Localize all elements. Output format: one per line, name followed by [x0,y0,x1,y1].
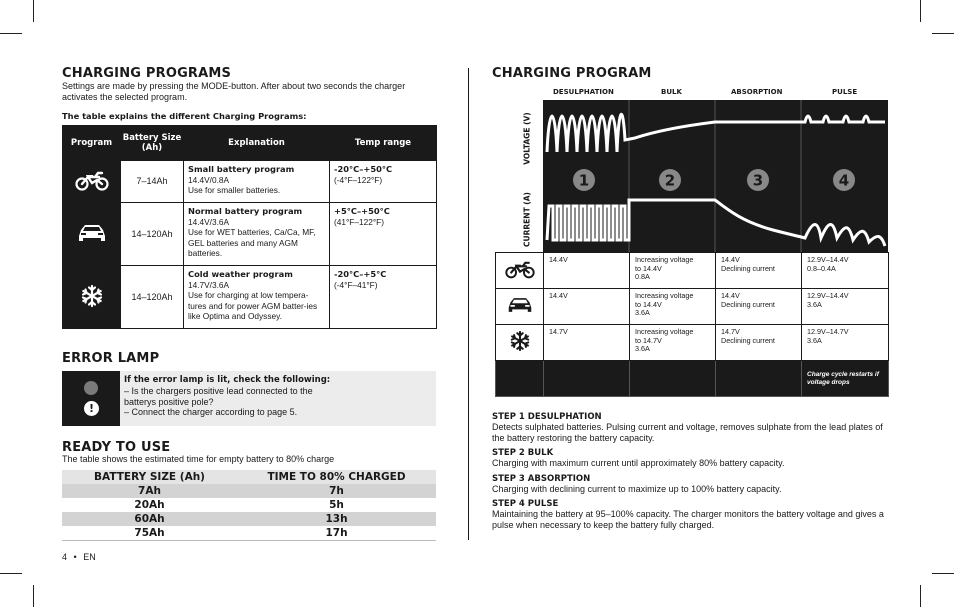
step-text: Detects sulphated batteries. Pulsing current and voltage, removes sulphate from the lead plates of the battery restoring the battery capacity. [492,422,883,443]
charging-curve-diagram [543,100,888,253]
step-number: 3 [752,171,764,190]
bulk-value [630,289,716,325]
battery-size: 60Ah [62,512,237,526]
value-line: 3.6A [635,344,650,354]
col-header: Program [63,126,121,161]
program-name: Normal battery program [188,206,303,216]
desulphation-value: 14.4V [544,253,630,289]
explanation-cell [184,266,330,329]
charging-programs-table [62,125,437,329]
program-voltage: 14.4V/0.8A [188,174,230,185]
language-code: EN [83,552,96,562]
value-line: to 14.4V [635,263,662,273]
temp-cell [330,266,437,329]
absorption-value [716,253,802,289]
error-lamp-line1: – Is the chargers positive lead connected to the batterys positive pole? [124,386,313,407]
step-number: 2 [664,171,676,190]
car-icon [63,203,121,266]
temp-cell [330,161,437,203]
value-line: 12.9V–14.4V [807,255,849,264]
value-line: 0.8A [635,272,650,282]
phase-header [543,88,888,100]
empty-cell [544,361,630,397]
table-caption: The table explains the different Charging Programs: [62,111,307,121]
bulk-value [630,253,716,289]
charge-time: 7h [237,484,436,498]
snowflake-icon [63,266,121,329]
value-line: to 14.4V [635,299,662,309]
lamp-off-icon [84,381,98,395]
empty-cell [630,361,716,397]
crop-mark [0,573,22,574]
axis-label-voltage: VOLTAGE (V) [522,112,532,165]
temp-f: (41°F–122°F) [334,216,384,227]
charging-programs-intro: Settings are made by pressing the MODE-button. After about two seconds the charger activates the selected program. [62,81,406,102]
temp-c: +5°C–+50°C [334,206,390,216]
battery-size: 14–120Ah [121,266,184,329]
step-number: 4 [838,171,850,190]
program-voltage: 14.4V/3.6A [188,216,230,227]
charge-time: 17h [325,527,348,539]
page-number: 4 [62,552,68,562]
ready-to-use-title: READY TO USE [62,440,171,455]
absorption-value [716,289,802,325]
charge-time: 5h [329,499,344,511]
snowflake-icon [496,325,544,361]
error-lamp-icon-panel [62,371,120,426]
crop-mark [0,33,22,34]
step-title: STEP 1 DESULPHATION [492,412,602,422]
value-line: Declining current [721,335,775,345]
value-line: Increasing voltage [635,291,694,300]
ready-to-use-intro: The table shows the estimated time for empty battery to 80% charge [62,454,335,464]
crop-mark [920,585,921,607]
error-lamp-box [62,371,436,426]
temp-cell [330,203,437,266]
crop-mark [932,33,954,34]
col-header: Temp range [330,126,437,161]
pulse-value [802,253,889,289]
crop-mark [932,573,954,574]
phase-label: BULK [661,88,682,96]
temp-f: (-4°F–41°F) [334,279,378,290]
value-line: Declining current [721,263,775,273]
ready-to-use-table [62,470,436,540]
battery-size: 75Ah [134,527,165,539]
step-title: STEP 2 BULK [492,448,554,458]
axis-label-current: CURRENT (A) [522,192,532,247]
explanation-cell [184,161,330,203]
value-line: 14.4V [721,291,740,300]
empty-cell [496,361,544,397]
value-line: 3.6A [635,308,650,318]
temp-c: -20°C–+5°C [334,269,387,279]
phase-label: ABSORPTION [731,88,783,96]
phase-label: PULSE [832,88,858,96]
program-desc: Use for WET batteries, Ca/Ca, MF, GEL batteries and many AGM batteries. [188,227,316,258]
step-title: STEP 3 ABSORPTION [492,473,591,484]
col-header: Battery Size (Ah) [121,126,184,161]
step-number: 1 [578,171,590,190]
table-bottom-rule [62,540,436,541]
page-footer [62,552,96,562]
footer-bullet: • [73,552,77,562]
steps-section [492,412,892,530]
temp-c: -20°C–+50°C [334,164,393,174]
program-values-table [495,252,889,397]
error-lamp-heading: If the error lamp is lit, check the following: [124,375,331,385]
value-line: 3.6A [807,335,822,345]
value-line: 14.7V [721,327,740,336]
crop-mark [33,0,34,22]
value-line: 14.4V [721,255,740,264]
error-lamp-line2: – Connect the charger according to page 5. [124,407,298,417]
battery-size: 20Ah [134,499,165,511]
empty-cell [716,361,802,397]
temp-f: (-4°F–122°F) [334,174,383,185]
value-line: 3.6A [807,299,822,309]
value-line: Declining current [721,299,775,309]
charge-time: 13h [237,512,436,526]
program-voltage: 14.7V/3.6A [188,279,230,290]
pulse-value [802,325,889,361]
charging-program-title: CHARGING PROGRAM [492,66,652,81]
value-line: 0.8–0.4A [807,263,836,273]
column-divider [468,68,469,540]
battery-size: 7Ah [62,484,237,498]
desulphation-value: 14.7V [544,325,630,361]
crop-mark [920,0,921,22]
program-desc: Use for charging at low tempera-tures and for power AGM batter-ies like Optima and Odyssey. [188,290,318,321]
step-text: Charging with maximum current until approximately 80% battery capacity. [492,458,785,468]
explanation-cell [184,203,330,266]
step-text: Charging with declining current to maximize up to 100% battery capacity. [492,483,782,494]
value-line: Increasing voltage [635,255,694,264]
program-name: Cold weather program [188,269,293,279]
restart-note: Charge cycle restarts if voltage drops [802,361,889,397]
program-desc: Use for smaller batteries. [188,185,281,195]
step-title: STEP 4 PULSE [492,499,559,509]
pulse-value [802,289,889,325]
car-icon [496,289,544,325]
absorption-value [716,325,802,361]
value-line: 12.9V–14.7V [807,327,849,336]
col-header: TIME TO 80% CHARGED [237,470,436,484]
value-line: Increasing voltage [635,327,694,336]
program-name: Small battery program [188,164,295,174]
col-header: BATTERY SIZE (Ah) [62,470,237,484]
value-line: 12.9V–14.4V [807,291,849,300]
bulk-value [630,325,716,361]
battery-size: 7–14Ah [121,161,184,203]
crop-mark [33,585,34,607]
motorcycle-icon [63,161,121,203]
desulphation-value: 14.4V [544,289,630,325]
motorcycle-icon [496,253,544,289]
error-lamp-title: ERROR LAMP [62,351,160,366]
step-text: Maintaining the battery at 95–100% capacity. The charger monitors the battery voltage and gives a pulse when necessary to keep the battery fully charged. [492,509,884,530]
battery-size: 14–120Ah [121,203,184,266]
value-line: to 14.7V [635,335,662,345]
phase-label: DESULPHATION [553,88,614,96]
error-icon: ! [84,401,99,416]
col-header: Explanation [184,126,330,161]
charging-programs-title: CHARGING PROGRAMS [62,66,232,81]
